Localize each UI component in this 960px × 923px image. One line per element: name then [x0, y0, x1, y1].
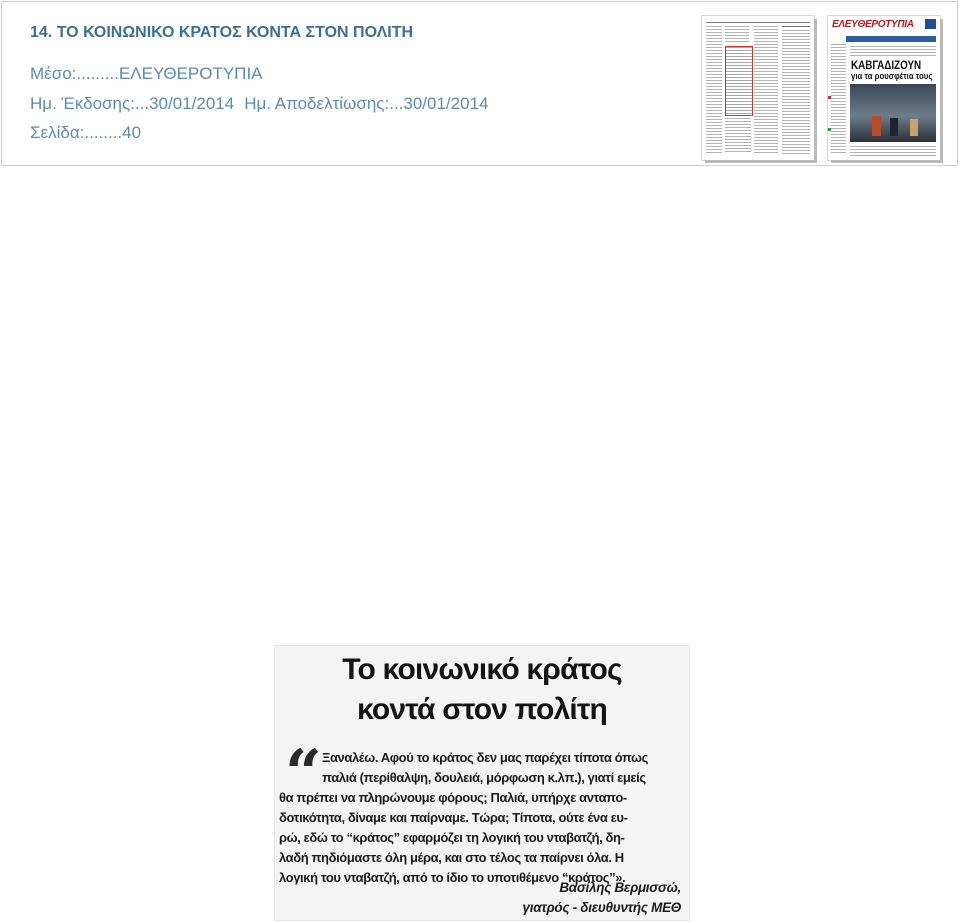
clip-header — [1, 1, 958, 166]
article-clipping — [274, 645, 690, 921]
page-value: 40 — [122, 123, 142, 142]
article-body-line: Ξαναλέω. Αφού το κράτος δεν μας παρέχει τίποτα όπως — [322, 750, 648, 765]
quote-mark-icon: “ — [285, 736, 322, 811]
front-masthead: ΕΛΕΥΘΕΡΟΤΥΠΙΑ — [832, 19, 914, 30]
article-body-line: δοτικότητα, δίναμε και παίρναμε. Τώρα; Τίποτα, ούτε ένα ευ- — [279, 810, 628, 825]
front-page-thumbnail[interactable] — [828, 16, 940, 160]
page-label: Σελίδα:........ — [30, 123, 123, 142]
front-subheadline: για τα ρουσφέτια τους — [851, 71, 933, 82]
front-photo — [850, 84, 936, 142]
article-body-line: ρώ, εδώ το “κράτος” εφαρμόζει τη λογική του νταβατζή, δη- — [279, 830, 625, 845]
issue-date-label: Ημ. Έκδοσης:... — [30, 94, 150, 113]
source-value: ΕΛΕΥΘΕΡΟΤΥΠΙΑ — [118, 64, 263, 83]
source-label: Μέσο:......... — [30, 64, 119, 83]
article-body-line: θα πρέπει να πληρώνουμε φόρους; Παλιά, υπήρχε ανταπο- — [279, 790, 627, 805]
inner-page-thumbnail[interactable] — [702, 16, 814, 160]
front-headline: ΚΑΒΓΑΔΙΖΟΥΝ — [851, 58, 922, 72]
article-headline-line1: Το κοινωνικό κράτος — [342, 653, 622, 686]
highlighted-article-marker — [725, 46, 753, 116]
issue-date-value: 30/01/2014 — [149, 94, 235, 113]
signature-name: Βασίλης Βερμισσώ, — [559, 880, 681, 895]
article-headline-line2: κοντά στον πολίτη — [356, 693, 608, 726]
clip-title: 14. ΤΟ ΚΟΙΝΩΝΙΚΟ ΚΡΑΤΟΣ ΚΟΝΤΑ ΣΤΟΝ ΠΟΛΙΤΗ — [30, 24, 414, 41]
page-line — [30, 123, 141, 143]
clip-date-label: Ημ. Αποδελτίωσης:... — [244, 94, 404, 113]
newspaper-logo-icon — [925, 19, 936, 29]
article-body-line: παλιά (περίθαλψη, δουλειά, μόρφωση κ.λπ.), γιατί εμείς — [322, 770, 646, 785]
article-body-line: λαδή πηδιόμαστε όλη μέρα, και στο τέλος τα παίρνει όλα. Η — [279, 850, 624, 865]
signature-role: γιατρός - διευθυντής ΜΕΘ — [522, 900, 681, 915]
clip-date-value: 30/01/2014 — [403, 94, 489, 113]
dates-line — [30, 94, 488, 114]
source-line — [30, 64, 263, 84]
article-body-line: λογική του νταβατζή, από το ίδιο το υποτιθέμενο “κράτος”». — [279, 870, 626, 885]
